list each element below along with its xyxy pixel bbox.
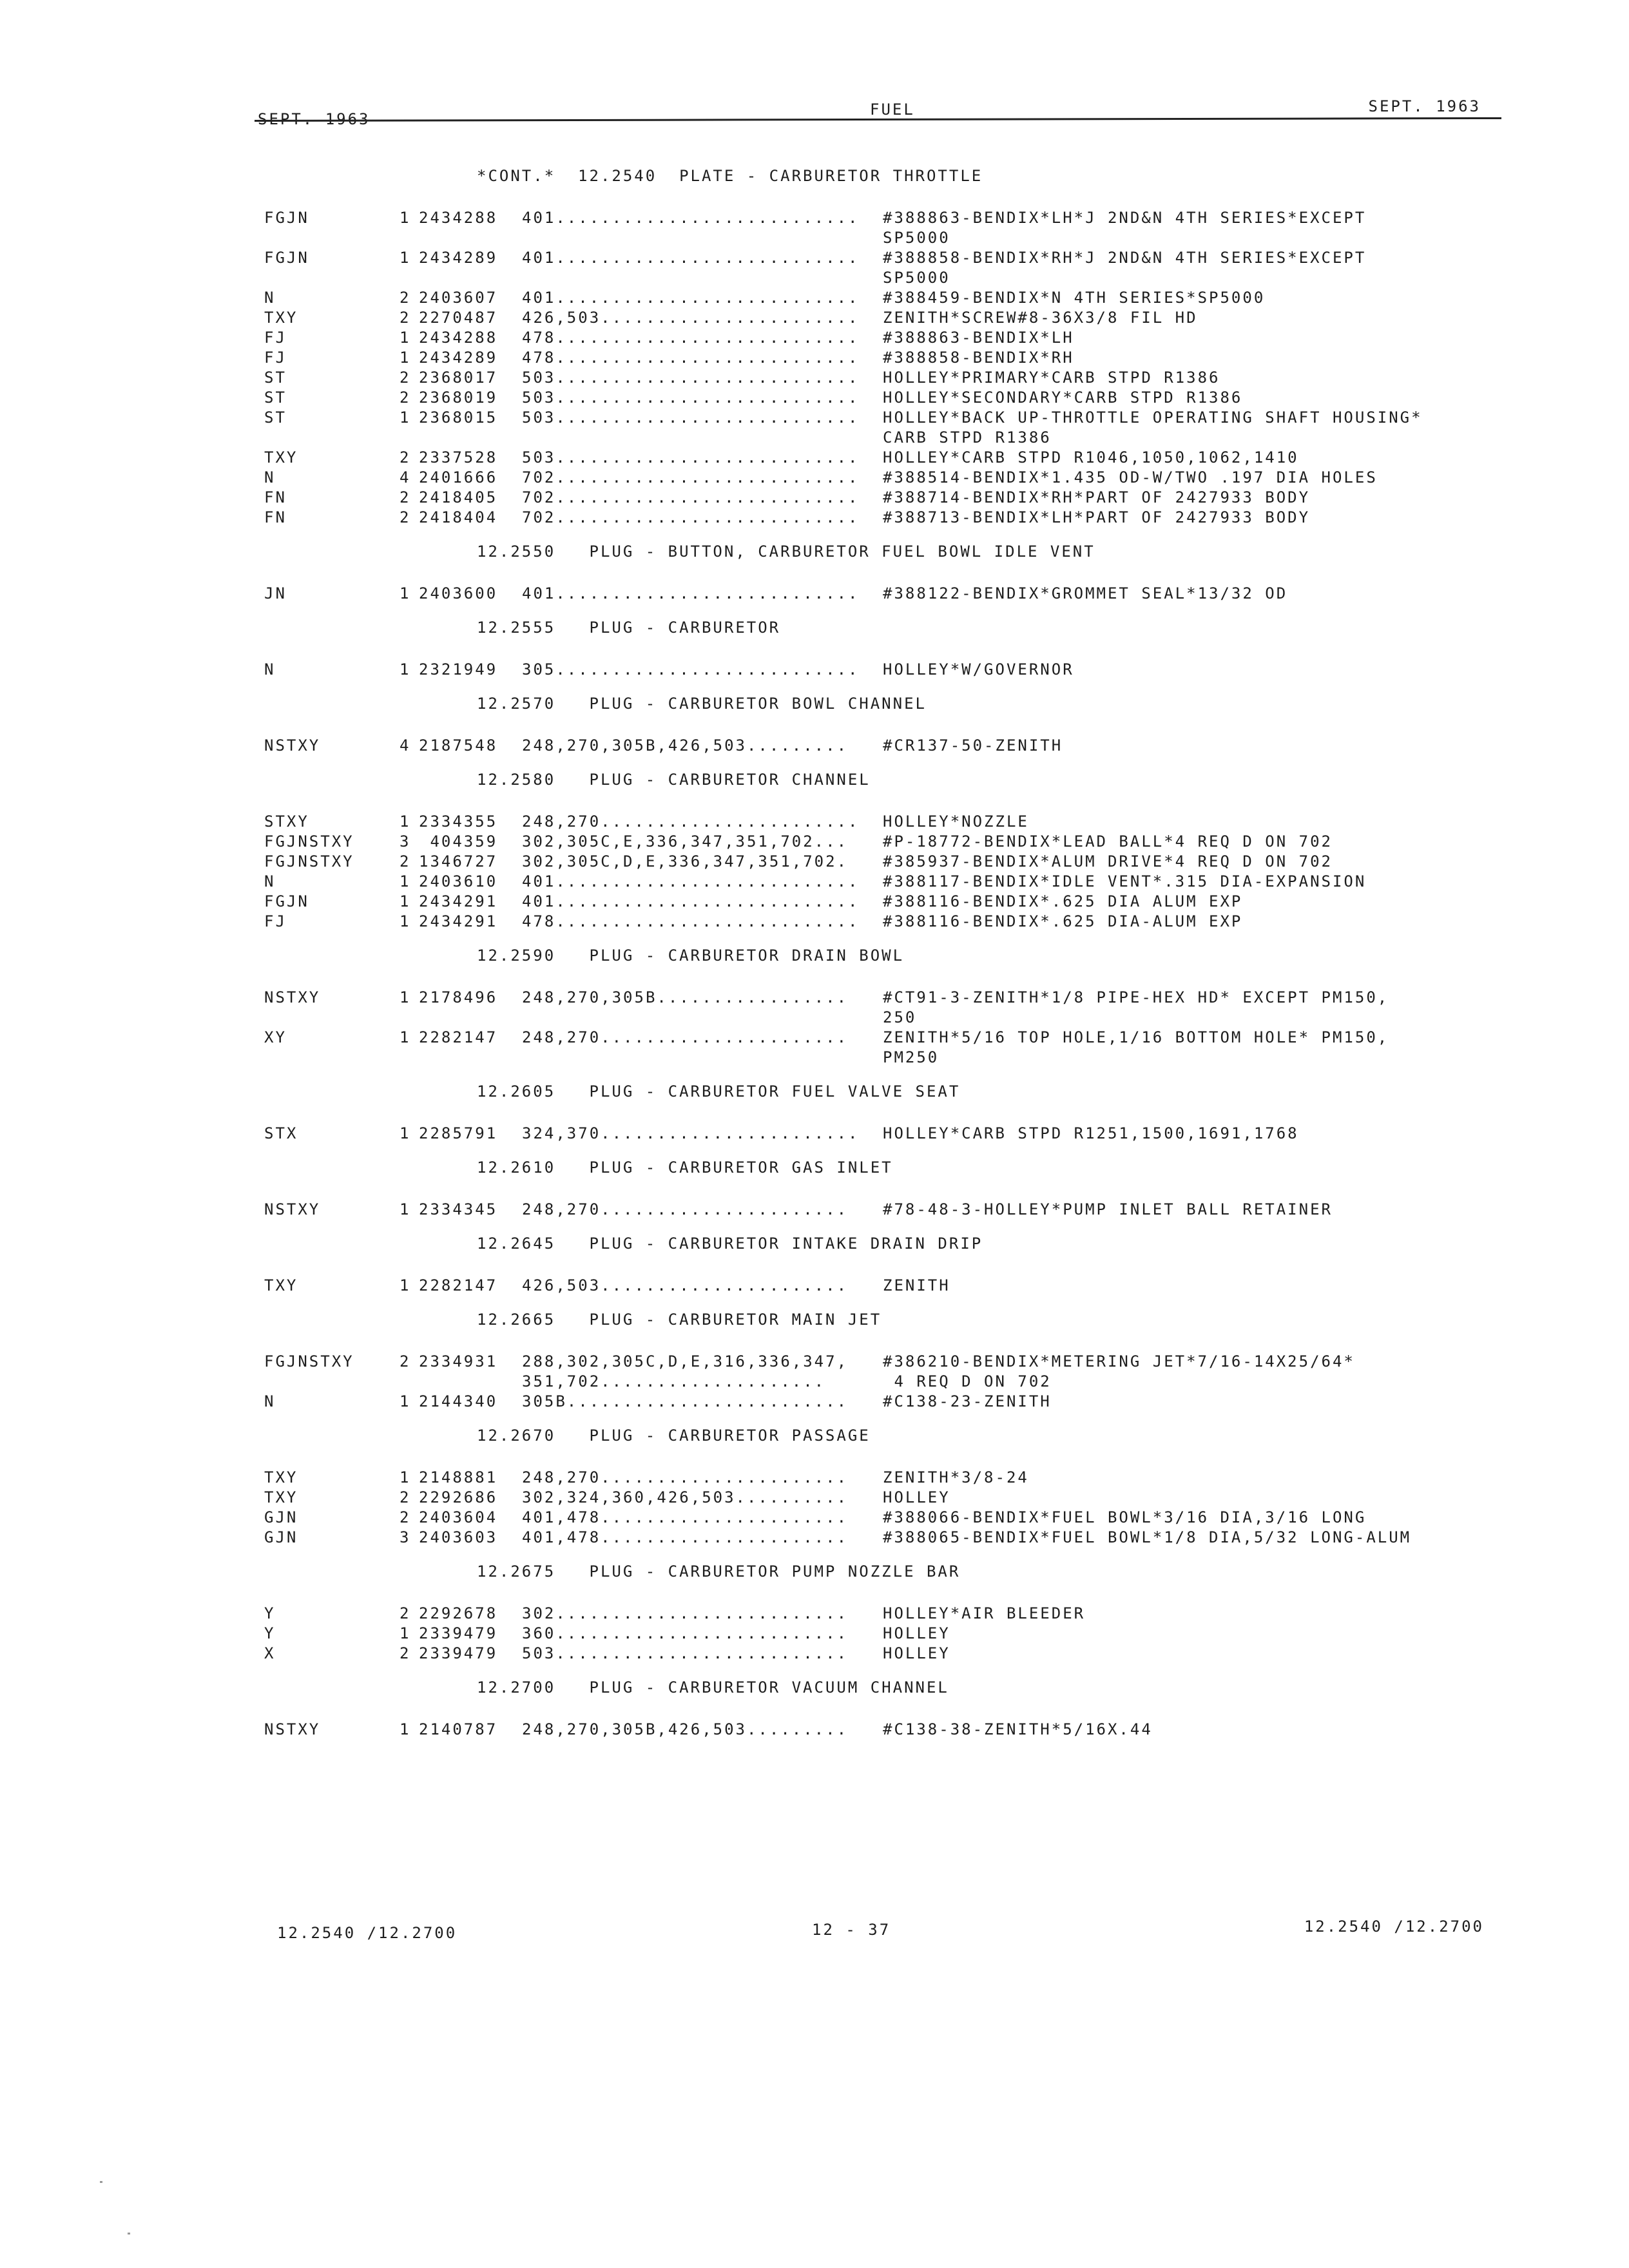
part-description: #385937-BENDIX*ALUM DRIVE*4 REQ D ON 702 (883, 852, 1333, 870)
parts-section (264, 1158, 1495, 1220)
model-list: 248,270...................... (522, 1028, 849, 1046)
model-list: 503........................... (522, 448, 860, 466)
quantity: 2 (400, 508, 411, 526)
part-row (264, 208, 1495, 248)
part-description: #P-18772-BENDIX*LEAD BALL*4 REQ D ON 702 (883, 832, 1333, 850)
model-code: FJ (264, 329, 287, 347)
model-list: 426,503....................... (522, 309, 860, 327)
part-number: 2148881 (419, 1468, 498, 1486)
part-description: #388116-BENDIX*.625 DIA ALUM EXP (883, 892, 1243, 910)
part-description: HOLLEY*AIR BLEEDER (883, 1604, 1086, 1622)
part-row (264, 388, 1495, 408)
parts-section (264, 694, 1495, 756)
part-description: #388116-BENDIX*.625 DIA-ALUM EXP (883, 912, 1243, 930)
quantity: 2 (400, 369, 411, 387)
part-number: 2403610 (419, 872, 498, 890)
part-row (264, 660, 1495, 680)
quantity: 1 (400, 912, 411, 930)
parts-listing (264, 166, 1495, 1754)
part-number: 2368015 (419, 408, 498, 427)
model-list: 248,270,305B,426,503......... (522, 736, 849, 754)
quantity: 1 (400, 892, 411, 910)
quantity: 2 (400, 1604, 411, 1622)
model-code: ST (264, 389, 287, 407)
model-code: NSTXY (264, 736, 321, 754)
part-number: 2285791 (419, 1124, 498, 1142)
part-number: 2403607 (419, 289, 498, 307)
quantity: 4 (400, 736, 411, 754)
part-row (264, 1720, 1495, 1740)
part-row (264, 368, 1495, 388)
model-list: 401........................... (522, 289, 860, 307)
quantity: 1 (400, 1200, 411, 1218)
model-list: 248,270,305B,426,503......... (522, 1720, 849, 1738)
quantity: 1 (400, 988, 411, 1006)
section-heading: 12.2555 PLUG - CARBURETOR (477, 619, 781, 637)
model-code: NSTXY (264, 1720, 321, 1738)
quantity: 2 (400, 448, 411, 466)
part-number: 2337528 (419, 448, 498, 466)
model-list: 401,478...................... (522, 1528, 849, 1546)
model-list: 288,302,305C,D,E,316,336,347, 351,702.................... (522, 1352, 849, 1390)
quantity: 2 (400, 852, 411, 870)
model-list: 401........................... (522, 209, 860, 227)
part-number: 2403600 (419, 584, 498, 602)
model-list: 702........................... (522, 468, 860, 486)
part-row (264, 1028, 1495, 1068)
part-row (264, 1604, 1495, 1624)
part-description: #388858-BENDIX*RH*J 2ND&N 4TH SERIES*EXCEPT SP5000 (883, 249, 1367, 287)
model-list: 401........................... (522, 249, 860, 267)
model-code: FGJNSTXY (264, 852, 354, 870)
part-description: HOLLEY*W/GOVERNOR (883, 660, 1074, 678)
part-row (264, 308, 1495, 328)
part-number: 2187548 (419, 736, 498, 754)
quantity: 1 (400, 1124, 411, 1142)
part-row (264, 1468, 1495, 1488)
part-row (264, 408, 1495, 448)
part-description: #386210-BENDIX*METERING JET*7/16-14X25/64* 4 REQ D ON 702 (883, 1352, 1355, 1390)
section-heading: *CONT.* 12.2540 PLATE - CARBURETOR THROTTLE (477, 167, 983, 185)
part-number: 2282147 (419, 1028, 498, 1046)
model-code: TXY (264, 309, 298, 327)
part-row (264, 1624, 1495, 1644)
quantity: 2 (400, 488, 411, 506)
model-code: JN (264, 584, 287, 602)
part-number: 2339479 (419, 1624, 498, 1642)
quantity: 1 (400, 812, 411, 831)
part-description: #C138-38-ZENITH*5/16X.44 (883, 1720, 1153, 1738)
part-row (264, 1488, 1495, 1508)
quantity: 1 (400, 329, 411, 347)
model-code: TXY (264, 1488, 298, 1506)
model-list: 401,478...................... (522, 1508, 849, 1526)
model-code: NSTXY (264, 1200, 321, 1218)
part-description: HOLLEY*PRIMARY*CARB STPD R1386 (883, 369, 1220, 387)
footer-range-right: 12.2540 /12.2700 (1304, 1917, 1484, 1936)
part-row (264, 448, 1495, 468)
part-description: ZENITH*SCREW#8-36X3/8 FIL HD (883, 309, 1198, 327)
model-list: 305B......................... (522, 1392, 849, 1410)
part-row (264, 1276, 1495, 1296)
model-code: Y (264, 1624, 276, 1642)
quantity: 1 (400, 209, 411, 227)
part-row (264, 584, 1495, 604)
part-number: 2339479 (419, 1644, 498, 1662)
part-number: 2434291 (419, 892, 498, 910)
model-code: ST (264, 408, 287, 427)
quantity: 3 (400, 1528, 411, 1546)
model-code: NSTXY (264, 988, 321, 1006)
part-description: #388713-BENDIX*LH*PART OF 2427933 BODY (883, 508, 1311, 526)
quantity: 1 (400, 660, 411, 678)
model-list: 302,305C,E,336,347,351,702... (522, 832, 849, 850)
header-date-right: SEPT. 1963 (1368, 97, 1481, 115)
part-row (264, 872, 1495, 892)
page-number: 12 - 37 (812, 1921, 891, 1939)
model-code: FN (264, 508, 287, 526)
parts-section (264, 770, 1495, 932)
quantity: 1 (400, 1720, 411, 1738)
part-number: 2334355 (419, 812, 498, 831)
model-code: ST (264, 369, 287, 387)
part-number: 2292686 (419, 1488, 498, 1506)
part-number: 2270487 (419, 309, 498, 327)
quantity: 2 (400, 389, 411, 407)
quantity: 2 (400, 289, 411, 307)
part-number: 2334345 (419, 1200, 498, 1218)
quantity: 1 (400, 872, 411, 890)
part-description: #C138-23-ZENITH (883, 1392, 1052, 1410)
model-list: 401........................... (522, 584, 860, 602)
model-list: 302,305C,D,E,336,347,351,702. (522, 852, 849, 870)
model-list: 360.......................... (522, 1624, 849, 1642)
quantity: 1 (400, 1028, 411, 1046)
quantity: 1 (400, 1468, 411, 1486)
part-row (264, 1352, 1495, 1392)
quantity: 1 (400, 349, 411, 367)
model-code: FGJN (264, 209, 309, 227)
model-list: 248,270,305B................. (522, 988, 849, 1006)
part-description: #388065-BENDIX*FUEL BOWL*1/8 DIA,5/32 LONG-ALUM (883, 1528, 1412, 1546)
section-heading: 12.2700 PLUG - CARBURETOR VACUUM CHANNEL (477, 1678, 949, 1696)
part-description: #78-48-3-HOLLEY*PUMP INLET BALL RETAINER (883, 1200, 1333, 1218)
model-list: 478........................... (522, 329, 860, 347)
model-code: N (264, 468, 276, 486)
model-code: FJ (264, 349, 287, 367)
part-number: 2144340 (419, 1392, 498, 1410)
part-description: #388459-BENDIX*N 4TH SERIES*SP5000 (883, 289, 1266, 307)
quantity: 3 (400, 832, 411, 850)
parts-section (264, 1234, 1495, 1296)
model-code: GJN (264, 1508, 298, 1526)
part-description: #CR137-50-ZENITH (883, 736, 1063, 754)
parts-section (264, 542, 1495, 604)
part-number: 2401666 (419, 468, 498, 486)
parts-section (264, 1082, 1495, 1144)
section-heading: 12.2610 PLUG - CARBURETOR GAS INLET (477, 1158, 893, 1177)
part-description: HOLLEY (883, 1644, 950, 1662)
model-code: TXY (264, 1468, 298, 1486)
part-number: 2434288 (419, 209, 498, 227)
section-heading: 12.2670 PLUG - CARBURETOR PASSAGE (477, 1427, 871, 1445)
part-number: 2282147 (419, 1276, 498, 1294)
model-list: 248,270...................... (522, 1468, 849, 1486)
part-description: HOLLEY*CARB STPD R1046,1050,1062,1410 (883, 448, 1299, 466)
part-description: ZENITH*3/8-24 (883, 1468, 1029, 1486)
quantity: 1 (400, 249, 411, 267)
part-row (264, 1644, 1495, 1664)
parts-section (264, 1426, 1495, 1548)
parts-section (264, 166, 1495, 528)
model-list: 702........................... (522, 488, 860, 506)
quantity: 1 (400, 1276, 411, 1294)
model-code: FGJN (264, 249, 309, 267)
quantity: 1 (400, 1624, 411, 1642)
quantity: 2 (400, 1352, 411, 1370)
model-code: TXY (264, 1276, 298, 1294)
section-heading: 12.2580 PLUG - CARBURETOR CHANNEL (477, 771, 871, 789)
part-number: 2368017 (419, 369, 498, 387)
part-number: 2292678 (419, 1604, 498, 1622)
model-list: 401........................... (522, 892, 860, 910)
part-row (264, 348, 1495, 368)
part-number: 2434291 (419, 912, 498, 930)
part-row (264, 328, 1495, 348)
part-row (264, 248, 1495, 288)
model-code: N (264, 1392, 276, 1410)
part-row (264, 1124, 1495, 1144)
part-row (264, 1528, 1495, 1548)
part-number: 2434288 (419, 329, 498, 347)
part-description: #388714-BENDIX*RH*PART OF 2427933 BODY (883, 488, 1311, 506)
part-description: #388863-BENDIX*LH (883, 329, 1074, 347)
model-code: XY (264, 1028, 287, 1046)
model-code: TXY (264, 448, 298, 466)
model-list: 401........................... (522, 872, 860, 890)
part-number: 2321949 (419, 660, 498, 678)
section-heading: 12.2550 PLUG - BUTTON, CARBURETOR FUEL BOWL IDLE VENT (477, 543, 1095, 561)
model-list: 503........................... (522, 389, 860, 407)
part-description: ZENITH (883, 1276, 950, 1294)
part-row (264, 288, 1495, 308)
part-row (264, 892, 1495, 912)
model-list: 302.......................... (522, 1604, 849, 1622)
part-description: HOLLEY (883, 1488, 950, 1506)
model-code: FN (264, 488, 287, 506)
model-code: FGJNSTXY (264, 832, 354, 850)
model-list: 503.......................... (522, 1644, 849, 1662)
part-description: #388858-BENDIX*RH (883, 349, 1074, 367)
part-row (264, 852, 1495, 872)
quantity: 2 (400, 1508, 411, 1526)
part-number: 2418404 (419, 508, 498, 526)
parts-section (264, 1678, 1495, 1740)
model-code: N (264, 872, 276, 890)
part-number: 2403604 (419, 1508, 498, 1526)
model-code: N (264, 289, 276, 307)
model-code: FJ (264, 912, 287, 930)
part-description: #CT91-3-ZENITH*1/8 PIPE-HEX HD* EXCEPT PM150, 250 (883, 988, 1389, 1026)
model-code: FGJN (264, 892, 309, 910)
part-description: #388863-BENDIX*LH*J 2ND&N 4TH SERIES*EXCEPT SP5000 (883, 209, 1367, 247)
quantity: 1 (400, 584, 411, 602)
section-heading: 12.2665 PLUG - CARBURETOR MAIN JET (477, 1311, 882, 1329)
part-row (264, 736, 1495, 756)
part-row (264, 508, 1495, 528)
quantity: 2 (400, 1488, 411, 1506)
part-number: 1346727 (419, 852, 498, 870)
part-description: #388122-BENDIX*GROMMET SEAL*13/32 OD (883, 584, 1288, 602)
model-code: GJN (264, 1528, 298, 1546)
part-number: 2403603 (419, 1528, 498, 1546)
quantity: 1 (400, 1392, 411, 1410)
part-row (264, 468, 1495, 488)
scan-speck (128, 2233, 130, 2234)
part-row (264, 812, 1495, 832)
part-number: 404359 (419, 832, 498, 850)
part-row (264, 912, 1495, 932)
section-heading: 12.2645 PLUG - CARBURETOR INTAKE DRAIN DRIP (477, 1235, 983, 1253)
part-number: 2334931 (419, 1352, 498, 1370)
part-row (264, 488, 1495, 508)
page-footer (277, 1917, 1484, 1949)
parts-section (264, 946, 1495, 1068)
part-description: HOLLEY*SECONDARY*CARB STPD R1386 (883, 389, 1243, 407)
section-heading: 12.2590 PLUG - CARBURETOR DRAIN BOWL (477, 947, 905, 965)
scan-speck (100, 2181, 102, 2183)
part-number: 2434289 (419, 349, 498, 367)
part-number: 2140787 (419, 1720, 498, 1738)
header-section-title: FUEL (870, 101, 915, 119)
part-description: HOLLEY (883, 1624, 950, 1642)
part-description: HOLLEY*BACK UP-THROTTLE OPERATING SHAFT HOUSING* CARB STPD R1386 (883, 408, 1423, 447)
part-number: 2368019 (419, 389, 498, 407)
quantity: 1 (400, 408, 411, 427)
model-list: 478........................... (522, 349, 860, 367)
part-description: #388514-BENDIX*1.435 OD-W/TWO .197 DIA HOLES (883, 468, 1378, 486)
parts-section (264, 618, 1495, 680)
model-list: 503........................... (522, 408, 860, 427)
part-description: HOLLEY*CARB STPD R1251,1500,1691,1768 (883, 1124, 1299, 1142)
header-date-left: SEPT. 1963 (258, 110, 371, 128)
model-list: 503........................... (522, 369, 860, 387)
model-list: 305........................... (522, 660, 860, 678)
model-list: 426,503...................... (522, 1276, 849, 1294)
parts-section (264, 1310, 1495, 1412)
section-heading: 12.2605 PLUG - CARBURETOR FUEL VALVE SEAT (477, 1082, 961, 1100)
model-list: 702........................... (522, 508, 860, 526)
part-row (264, 1508, 1495, 1528)
model-list: 248,270....................... (522, 812, 860, 831)
part-row (264, 988, 1495, 1028)
quantity: 4 (400, 468, 411, 486)
model-list: 324,370....................... (522, 1124, 860, 1142)
model-code: FGJNSTXY (264, 1352, 354, 1370)
footer-range-left: 12.2540 /12.2700 (277, 1924, 458, 1942)
model-list: 478........................... (522, 912, 860, 930)
part-number: 2418405 (419, 488, 498, 506)
part-row (264, 1392, 1495, 1412)
part-description: HOLLEY*NOZZLE (883, 812, 1029, 831)
part-description: ZENITH*5/16 TOP HOLE,1/16 BOTTOM HOLE* PM150, PM250 (883, 1028, 1389, 1066)
section-heading: 12.2675 PLUG - CARBURETOR PUMP NOZZLE BAR (477, 1562, 961, 1581)
part-description: #388066-BENDIX*FUEL BOWL*3/16 DIA,3/16 LONG (883, 1508, 1367, 1526)
model-list: 248,270...................... (522, 1200, 849, 1218)
model-code: STXY (264, 812, 309, 831)
part-row (264, 832, 1495, 852)
part-description: #388117-BENDIX*IDLE VENT*.315 DIA-EXPANSION (883, 872, 1367, 890)
model-code: N (264, 660, 276, 678)
model-list: 302,324,360,426,503.......... (522, 1488, 849, 1506)
section-heading: 12.2570 PLUG - CARBURETOR BOWL CHANNEL (477, 695, 927, 713)
parts-section (264, 1562, 1495, 1664)
part-number: 2434289 (419, 249, 498, 267)
model-code: STX (264, 1124, 298, 1142)
model-code: X (264, 1644, 276, 1662)
model-code: Y (264, 1604, 276, 1622)
quantity: 2 (400, 309, 411, 327)
part-number: 2178496 (419, 988, 498, 1006)
part-row (264, 1200, 1495, 1220)
quantity: 2 (400, 1644, 411, 1662)
